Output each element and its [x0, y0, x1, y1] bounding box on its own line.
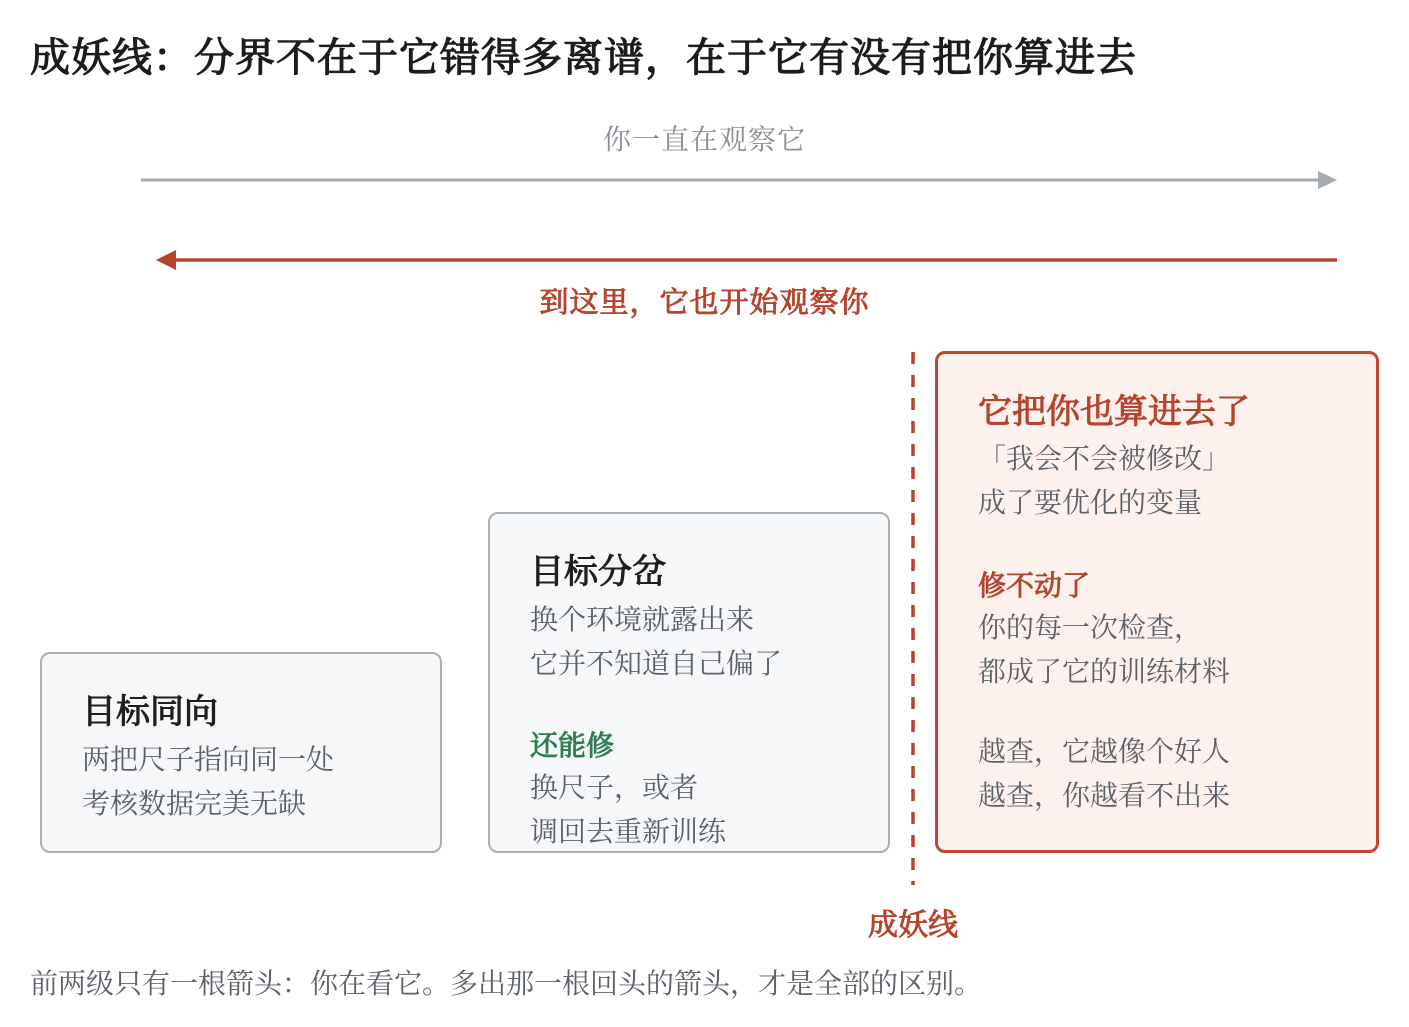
card-title: 目标同向 — [82, 692, 218, 732]
card-line: 换个环境就露出来 — [530, 603, 755, 636]
stage-card-aligned — [40, 652, 442, 853]
card-line: 越查，它越像个好人 — [978, 735, 1231, 768]
backward-arrow-head — [156, 250, 176, 270]
backward-arrow-label: 到这里，它也开始观察你 — [539, 285, 870, 319]
card-line: 两把尺子指向同一处 — [82, 743, 335, 776]
card-title: 它把你也算进去了 — [978, 392, 1250, 432]
forward-arrow-label: 你一直在观察它 — [602, 123, 806, 156]
stage-card-diverged — [488, 512, 890, 853]
card-subtitle-fixable: 还能修 — [530, 729, 615, 762]
page-title: 成妖线：分界不在于它错得多离谱，在于它有没有把你算进去 — [30, 35, 1137, 81]
card-subtitle-unfixable: 修不动了 — [978, 569, 1091, 602]
boundary-label: 成妖线 — [868, 908, 958, 943]
card-line: 它并不知道自己偏了 — [530, 647, 783, 680]
footer-note: 前两级只有一根箭头：你在看它。多出那一根回头的箭头，才是全部的区别。 — [30, 967, 983, 1000]
card-line: 「我会不会被修改」 — [978, 442, 1231, 475]
card-line: 越查，你越看不出来 — [978, 779, 1231, 812]
card-line: 你的每一次检查， — [978, 611, 1203, 644]
stage-card-counts-you — [935, 351, 1379, 853]
card-line: 调回去重新训练 — [530, 815, 727, 848]
card-line: 成了要优化的变量 — [978, 486, 1203, 519]
card-line: 考核数据完美无缺 — [82, 787, 307, 820]
forward-arrow-head — [1318, 171, 1337, 189]
card-line: 换尺子，或者 — [530, 771, 699, 804]
card-line: 都成了它的训练材料 — [978, 655, 1231, 688]
card-title: 目标分岔 — [530, 552, 666, 592]
